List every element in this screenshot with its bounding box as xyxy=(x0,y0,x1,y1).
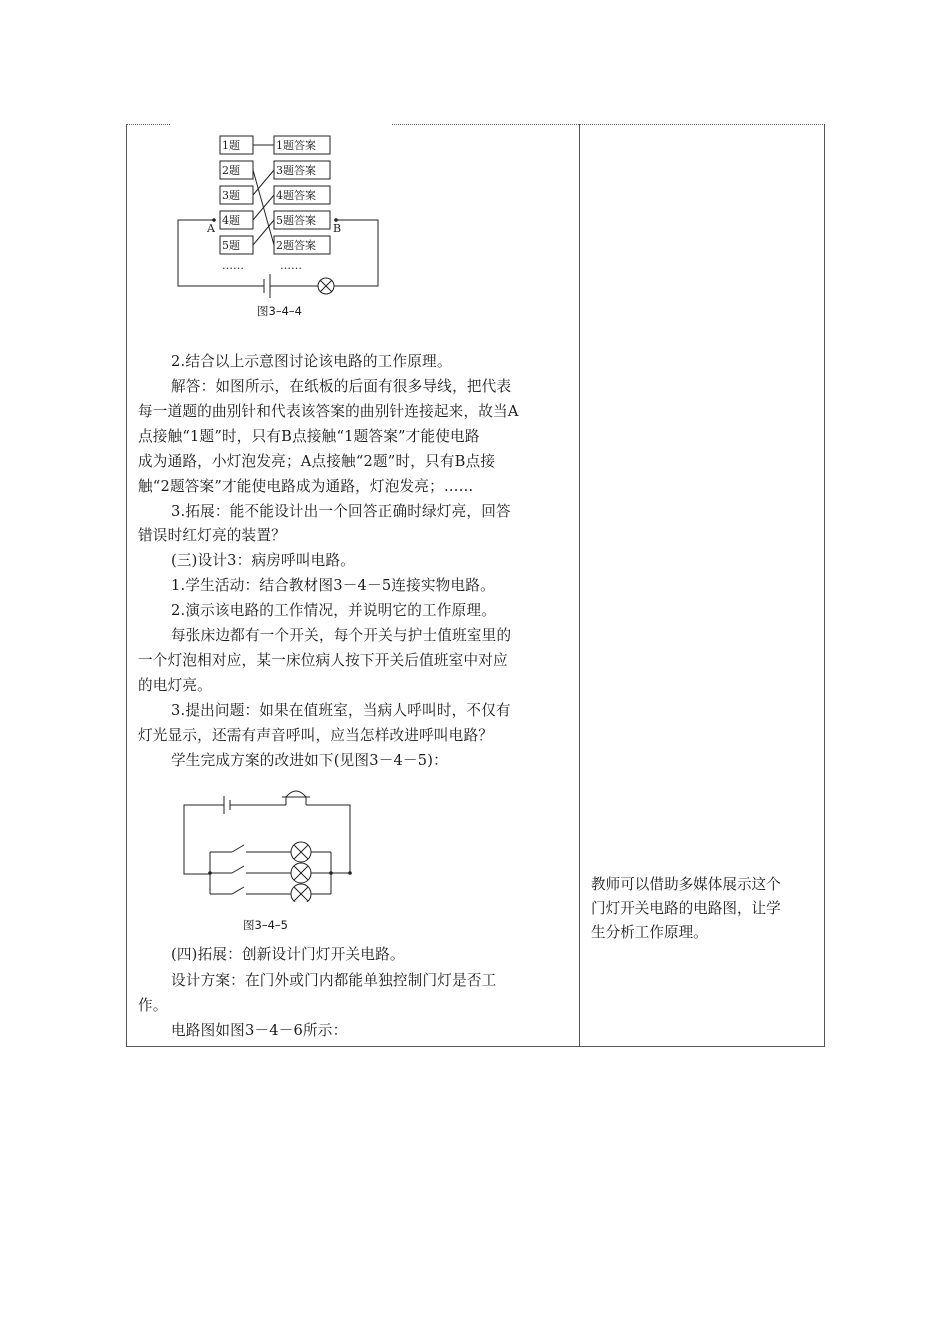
column-divider xyxy=(579,124,580,1046)
paragraph: 解答：如图所示，在纸板的后面有很多导线，把代表 xyxy=(171,378,512,395)
note-line: 门灯开关电路的电路图，让学 xyxy=(591,900,781,917)
answer-box-label: 5题答案 xyxy=(276,214,316,227)
point-a-label: A xyxy=(207,222,215,235)
paragraph: 每张床边都有一个开关，每个开关与护士值班室里的 xyxy=(171,627,512,644)
paragraph: 2.结合以上示意图讨论该电路的工作原理。 xyxy=(171,353,452,370)
section-heading: (四)拓展：创新设计门灯开关电路。 xyxy=(171,946,405,963)
figure-caption: 图3–4–5 xyxy=(243,918,288,932)
table-top-border-right xyxy=(392,124,823,125)
figure-ward-call-circuit xyxy=(176,782,366,902)
paragraph: 一个灯泡相对应，某一床位病人按下开关后值班室中对应 xyxy=(138,652,508,669)
paragraph: 成为通路，小灯泡发亮；A点接触“2题”时，只有B点接 xyxy=(138,453,496,470)
paragraph: 电路图如图3－4－6所示： xyxy=(171,1022,348,1039)
ellipsis-right: …… xyxy=(280,259,302,272)
note-line: 教师可以借助多媒体展示这个 xyxy=(591,876,781,893)
paragraph: 设计方案：在门外或门内都能单独控制门灯是否工 xyxy=(171,972,497,989)
section-heading: (三)设计3：病房呼叫电路。 xyxy=(171,552,356,569)
paragraph: 作。 xyxy=(138,997,168,1014)
paragraph: 学生完成方案的改进如下(见图3－4－5)： xyxy=(171,752,448,769)
ellipsis-left: …… xyxy=(222,259,244,272)
paragraph: 3.拓展：能不能设计出一个回答正确时绿灯亮，回答 xyxy=(171,503,511,520)
paragraph: 每一道题的曲别针和代表该答案的曲别针连接起来，故当A xyxy=(138,403,519,420)
figure-quiz-circuit xyxy=(170,128,400,328)
answer-box-label: 3题答案 xyxy=(276,164,316,177)
question-box-label: 4题 xyxy=(222,214,240,227)
paragraph: 灯光显示，还需有声音呼叫，应当怎样改进呼叫电路？ xyxy=(138,727,494,744)
answer-box-label: 4题答案 xyxy=(276,189,316,202)
paragraph: 1.学生活动：结合教材图3－4－5连接实物电路。 xyxy=(171,577,495,594)
answer-box-label: 2题答案 xyxy=(276,239,316,252)
paragraph: 2.演示该电路的工作情况，并说明它的工作原理。 xyxy=(171,602,496,619)
paragraph: 的电灯亮。 xyxy=(138,677,212,694)
paragraph: 触“2题答案”才能使电路成为通路，灯泡发亮；…… xyxy=(138,478,474,495)
paragraph: 点接触“1题”时，只有B点接触“1题答案”才能使电路 xyxy=(138,428,480,445)
question-box-label: 1题 xyxy=(222,139,240,152)
question-box-label: 2题 xyxy=(222,164,240,177)
point-b-label: B xyxy=(333,222,342,235)
paragraph: 3.提出问题：如果在值班室，当病人呼叫时，不仅有 xyxy=(171,702,511,719)
question-box-label: 5题 xyxy=(222,239,240,252)
figure-caption: 图3–4–4 xyxy=(257,304,302,318)
paragraph: 错误时红灯亮的装置？ xyxy=(138,527,286,544)
answer-box-label: 1题答案 xyxy=(276,139,316,152)
question-box-label: 3题 xyxy=(222,189,240,202)
note-line: 生分析工作原理。 xyxy=(591,924,708,941)
teacher-note xyxy=(591,873,817,945)
table-top-border-left xyxy=(126,124,170,125)
